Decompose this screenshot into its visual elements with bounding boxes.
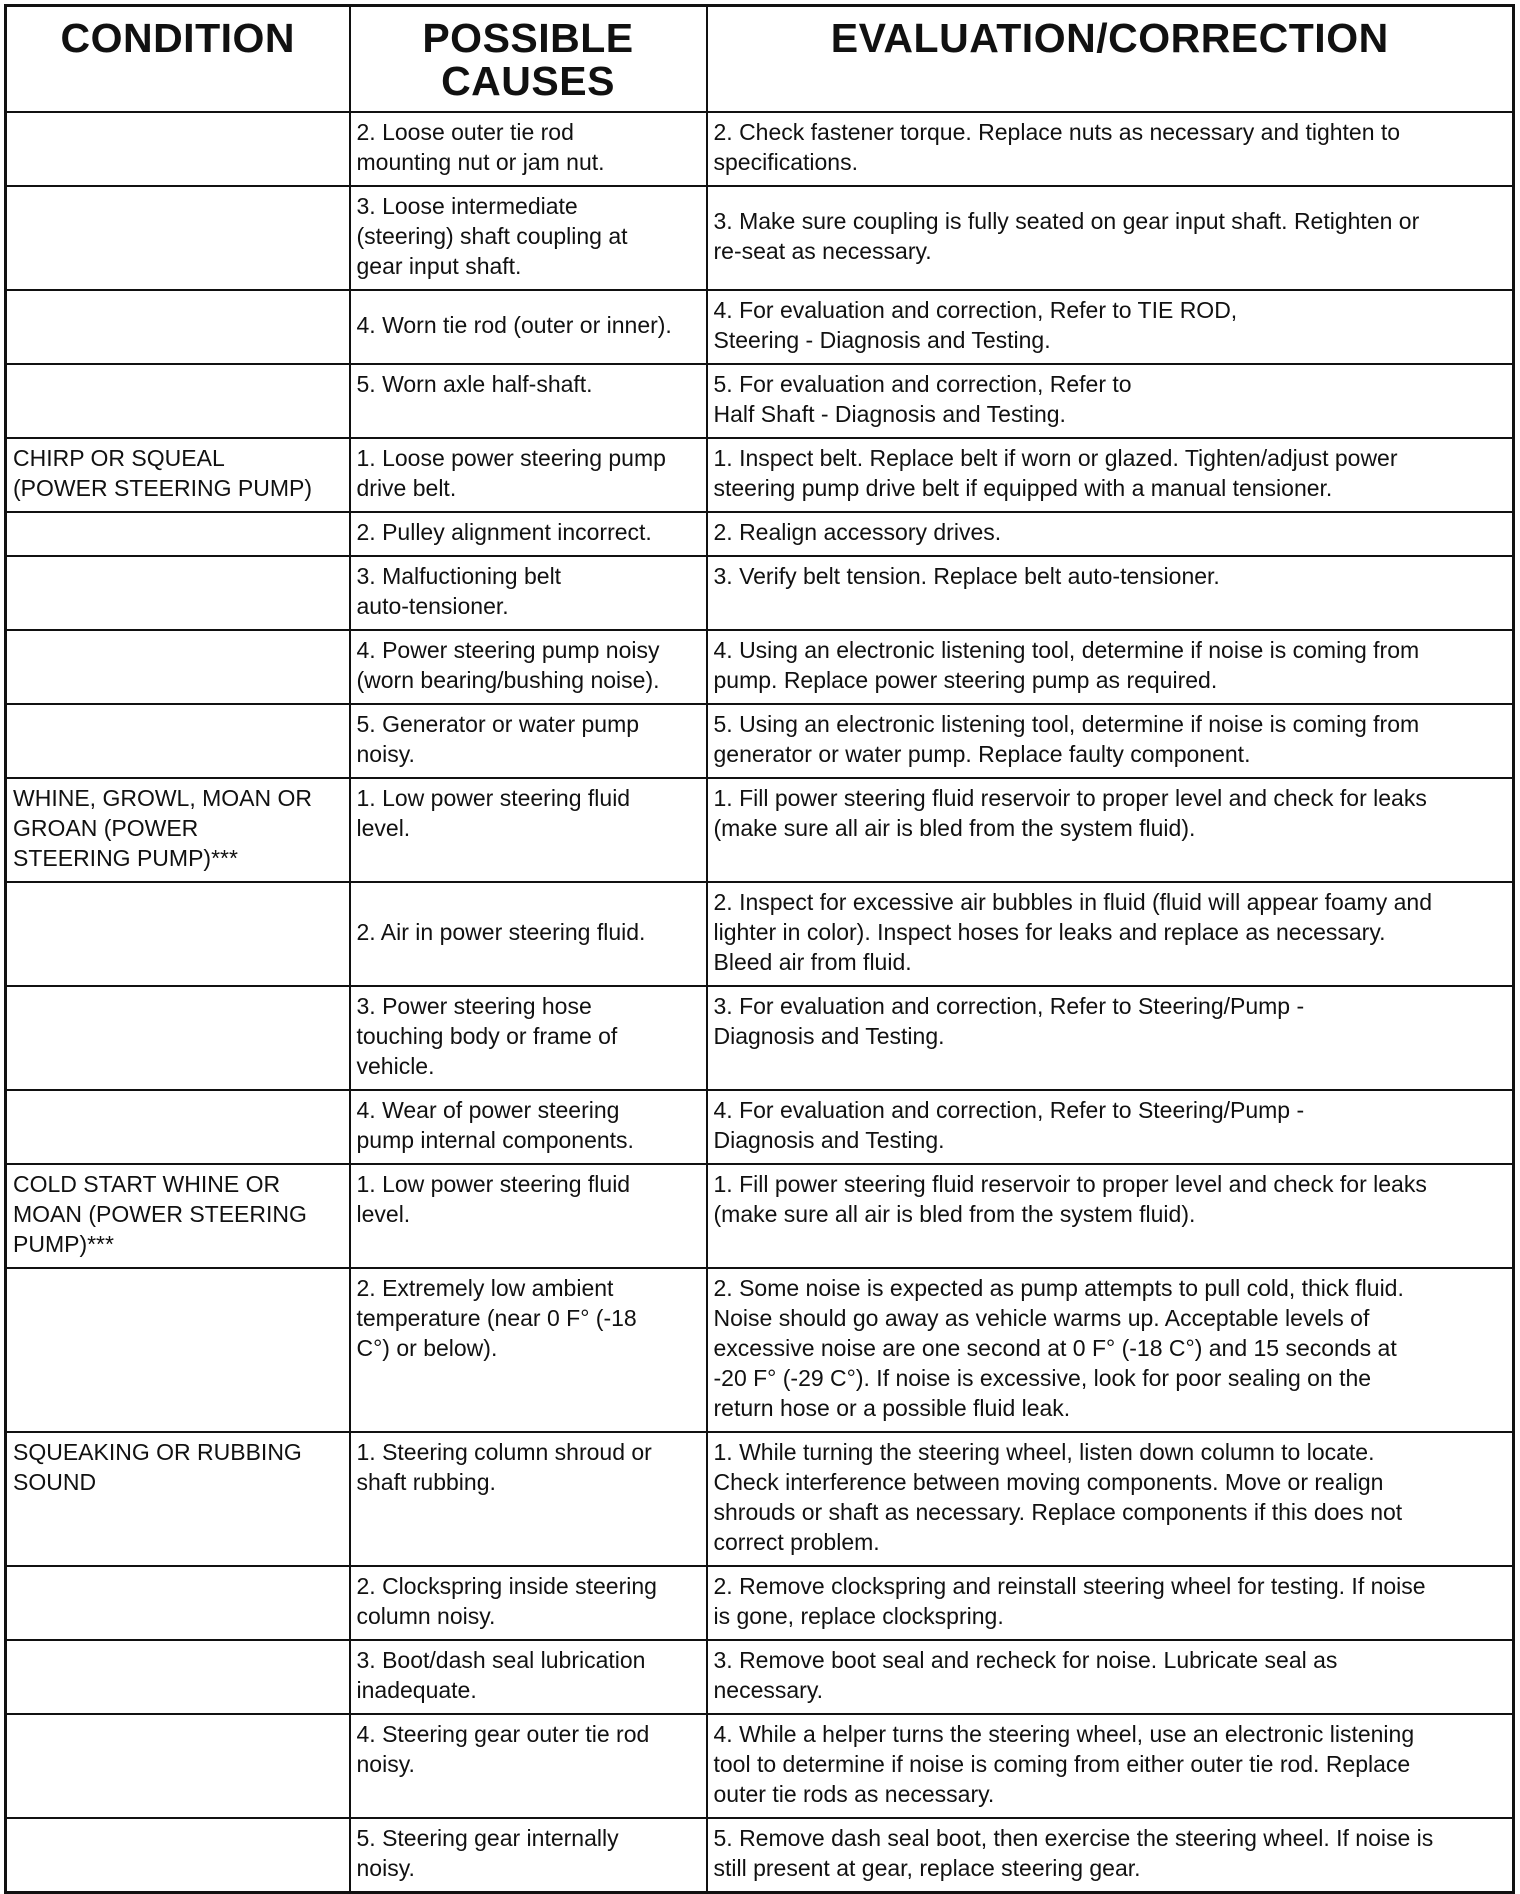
table-row (6, 556, 1514, 630)
condition-cell (6, 630, 350, 704)
cause-cell: 5. Worn axle half-shaft. (350, 364, 707, 438)
condition-cell (6, 512, 350, 556)
table-row (6, 186, 1514, 290)
cause-cell: 2. Loose outer tie rod mounting nut or jam nut. (350, 112, 707, 186)
condition-cell (6, 186, 350, 290)
header-row (6, 6, 1514, 113)
table-row (6, 1432, 1514, 1566)
cause-cell: 1. Low power steering fluid level. (350, 1164, 707, 1268)
table-row (6, 1566, 1514, 1640)
cause-cell: 5. Steering gear internally noisy. (350, 1818, 707, 1893)
table-row (6, 290, 1514, 364)
condition-cell (6, 556, 350, 630)
diagnosis-table-container (4, 4, 1512, 1894)
condition-cell (6, 1090, 350, 1164)
table-row (6, 986, 1514, 1090)
cause-cell: 3. Boot/dash seal lubrication inadequate. (350, 1640, 707, 1714)
cause-cell: 1. Low power steering fluid level. (350, 778, 707, 882)
condition-cell (6, 112, 350, 186)
correction-cell: 3. Verify belt tension. Replace belt auto-tensioner. (707, 556, 1514, 630)
table-row (6, 1640, 1514, 1714)
correction-cell: 4. For evaluation and correction, Refer to Steering/Pump - Diagnosis and Testing. (707, 1090, 1514, 1164)
cause-cell: 1. Steering column shroud or shaft rubbing. (350, 1432, 707, 1566)
table-row (6, 778, 1514, 882)
cause-cell: 3. Malfuctioning belt auto-tensioner. (350, 556, 707, 630)
correction-cell: 1. While turning the steering wheel, listen down column to locate. Check interference between moving components. Move or realign shrouds or shaft as necessary. Replace components if this does not correct problem. (707, 1432, 1514, 1566)
correction-cell: 4. Using an electronic listening tool, determine if noise is coming from pump. Replace power steering pump as required. (707, 630, 1514, 704)
table-row (6, 1714, 1514, 1818)
table-row (6, 1268, 1514, 1432)
table-row (6, 364, 1514, 438)
condition-cell (6, 986, 350, 1090)
cause-cell: 3. Loose intermediate (steering) shaft coupling at gear input shaft. (350, 186, 707, 290)
correction-cell: 2. Check fastener torque. Replace nuts as necessary and tighten to specifications. (707, 112, 1514, 186)
table-row (6, 704, 1514, 778)
condition-cell: SQUEAKING OR RUBBING SOUND (6, 1432, 350, 1566)
header-possible-causes: POSSIBLE CAUSES (350, 6, 707, 113)
correction-cell: 5. Remove dash seal boot, then exercise the steering wheel. If noise is still present at gear, replace steering gear. (707, 1818, 1514, 1893)
correction-cell: 1. Inspect belt. Replace belt if worn or glazed. Tighten/adjust power steering pump drive belt if equipped with a manual tensioner. (707, 438, 1514, 512)
condition-cell (6, 290, 350, 364)
header-condition: CONDITION (6, 6, 350, 113)
table-row (6, 1090, 1514, 1164)
table-row (6, 112, 1514, 186)
correction-cell: 4. For evaluation and correction, Refer to TIE ROD, Steering - Diagnosis and Testing. (707, 290, 1514, 364)
table-row (6, 512, 1514, 556)
correction-cell: 5. For evaluation and correction, Refer to Half Shaft - Diagnosis and Testing. (707, 364, 1514, 438)
condition-cell (6, 704, 350, 778)
correction-cell: 2. Realign accessory drives. (707, 512, 1514, 556)
correction-cell: 3. Remove boot seal and recheck for noise. Lubricate seal as necessary. (707, 1640, 1514, 1714)
condition-cell (6, 1818, 350, 1893)
correction-cell: 2. Remove clockspring and reinstall steering wheel for testing. If noise is gone, replace clockspring. (707, 1566, 1514, 1640)
cause-cell: 5. Generator or water pump noisy. (350, 704, 707, 778)
correction-cell: 1. Fill power steering fluid reservoir to proper level and check for leaks (make sure all air is bled from the system fluid). (707, 1164, 1514, 1268)
correction-cell: 5. Using an electronic listening tool, determine if noise is coming from generator or water pump. Replace faulty component. (707, 704, 1514, 778)
cause-cell: 4. Wear of power steering pump internal components. (350, 1090, 707, 1164)
condition-cell (6, 1714, 350, 1818)
correction-cell: 2. Inspect for excessive air bubbles in fluid (fluid will appear foamy and lighter in color). Inspect hoses for leaks and replace as necessary. Bleed air from fluid. (707, 882, 1514, 986)
condition-cell: CHIRP OR SQUEAL (POWER STEERING PUMP) (6, 438, 350, 512)
cause-cell: 2. Extremely low ambient temperature (near 0 F° (-18 C°) or below). (350, 1268, 707, 1432)
header-evaluation-correction: EVALUATION/CORRECTION (707, 6, 1514, 113)
table-row (6, 630, 1514, 704)
cause-cell: 4. Steering gear outer tie rod noisy. (350, 1714, 707, 1818)
table-row (6, 438, 1514, 512)
condition-cell: WHINE, GROWL, MOAN OR GROAN (POWER STEERING PUMP)*** (6, 778, 350, 882)
correction-cell: 4. While a helper turns the steering wheel, use an electronic listening tool to determine if noise is coming from either outer tie rod. Replace outer tie rods as necessary. (707, 1714, 1514, 1818)
correction-cell: 3. For evaluation and correction, Refer to Steering/Pump - Diagnosis and Testing. (707, 986, 1514, 1090)
condition-cell (6, 882, 350, 986)
correction-cell: 2. Some noise is expected as pump attempts to pull cold, thick fluid. Noise should go away as vehicle warms up. Acceptable levels of excessive noise are one second at 0 F° (-18 C°) and 15 seconds at -20 F° (-29 C°). If noise is excessive, look for poor sealing on the return hose or a possible fluid leak. (707, 1268, 1514, 1432)
condition-cell (6, 1566, 350, 1640)
cause-cell: 2. Air in power steering fluid. (350, 882, 707, 986)
table-row (6, 1164, 1514, 1268)
cause-cell: 4. Worn tie rod (outer or inner). (350, 290, 707, 364)
table-row (6, 882, 1514, 986)
correction-cell: 3. Make sure coupling is fully seated on gear input shaft. Retighten or re-seat as necessary. (707, 186, 1514, 290)
cause-cell: 4. Power steering pump noisy (worn bearing/bushing noise). (350, 630, 707, 704)
condition-cell (6, 1268, 350, 1432)
cause-cell: 3. Power steering hose touching body or frame of vehicle. (350, 986, 707, 1090)
cause-cell: 2. Pulley alignment incorrect. (350, 512, 707, 556)
cause-cell: 1. Loose power steering pump drive belt. (350, 438, 707, 512)
cause-cell: 2. Clockspring inside steering column noisy. (350, 1566, 707, 1640)
condition-cell (6, 1640, 350, 1714)
condition-cell (6, 364, 350, 438)
table-row (6, 1818, 1514, 1893)
condition-cell: COLD START WHINE OR MOAN (POWER STEERING PUMP)*** (6, 1164, 350, 1268)
diagnosis-table (4, 4, 1515, 1894)
correction-cell: 1. Fill power steering fluid reservoir to proper level and check for leaks (make sure all air is bled from the system fluid). (707, 778, 1514, 882)
